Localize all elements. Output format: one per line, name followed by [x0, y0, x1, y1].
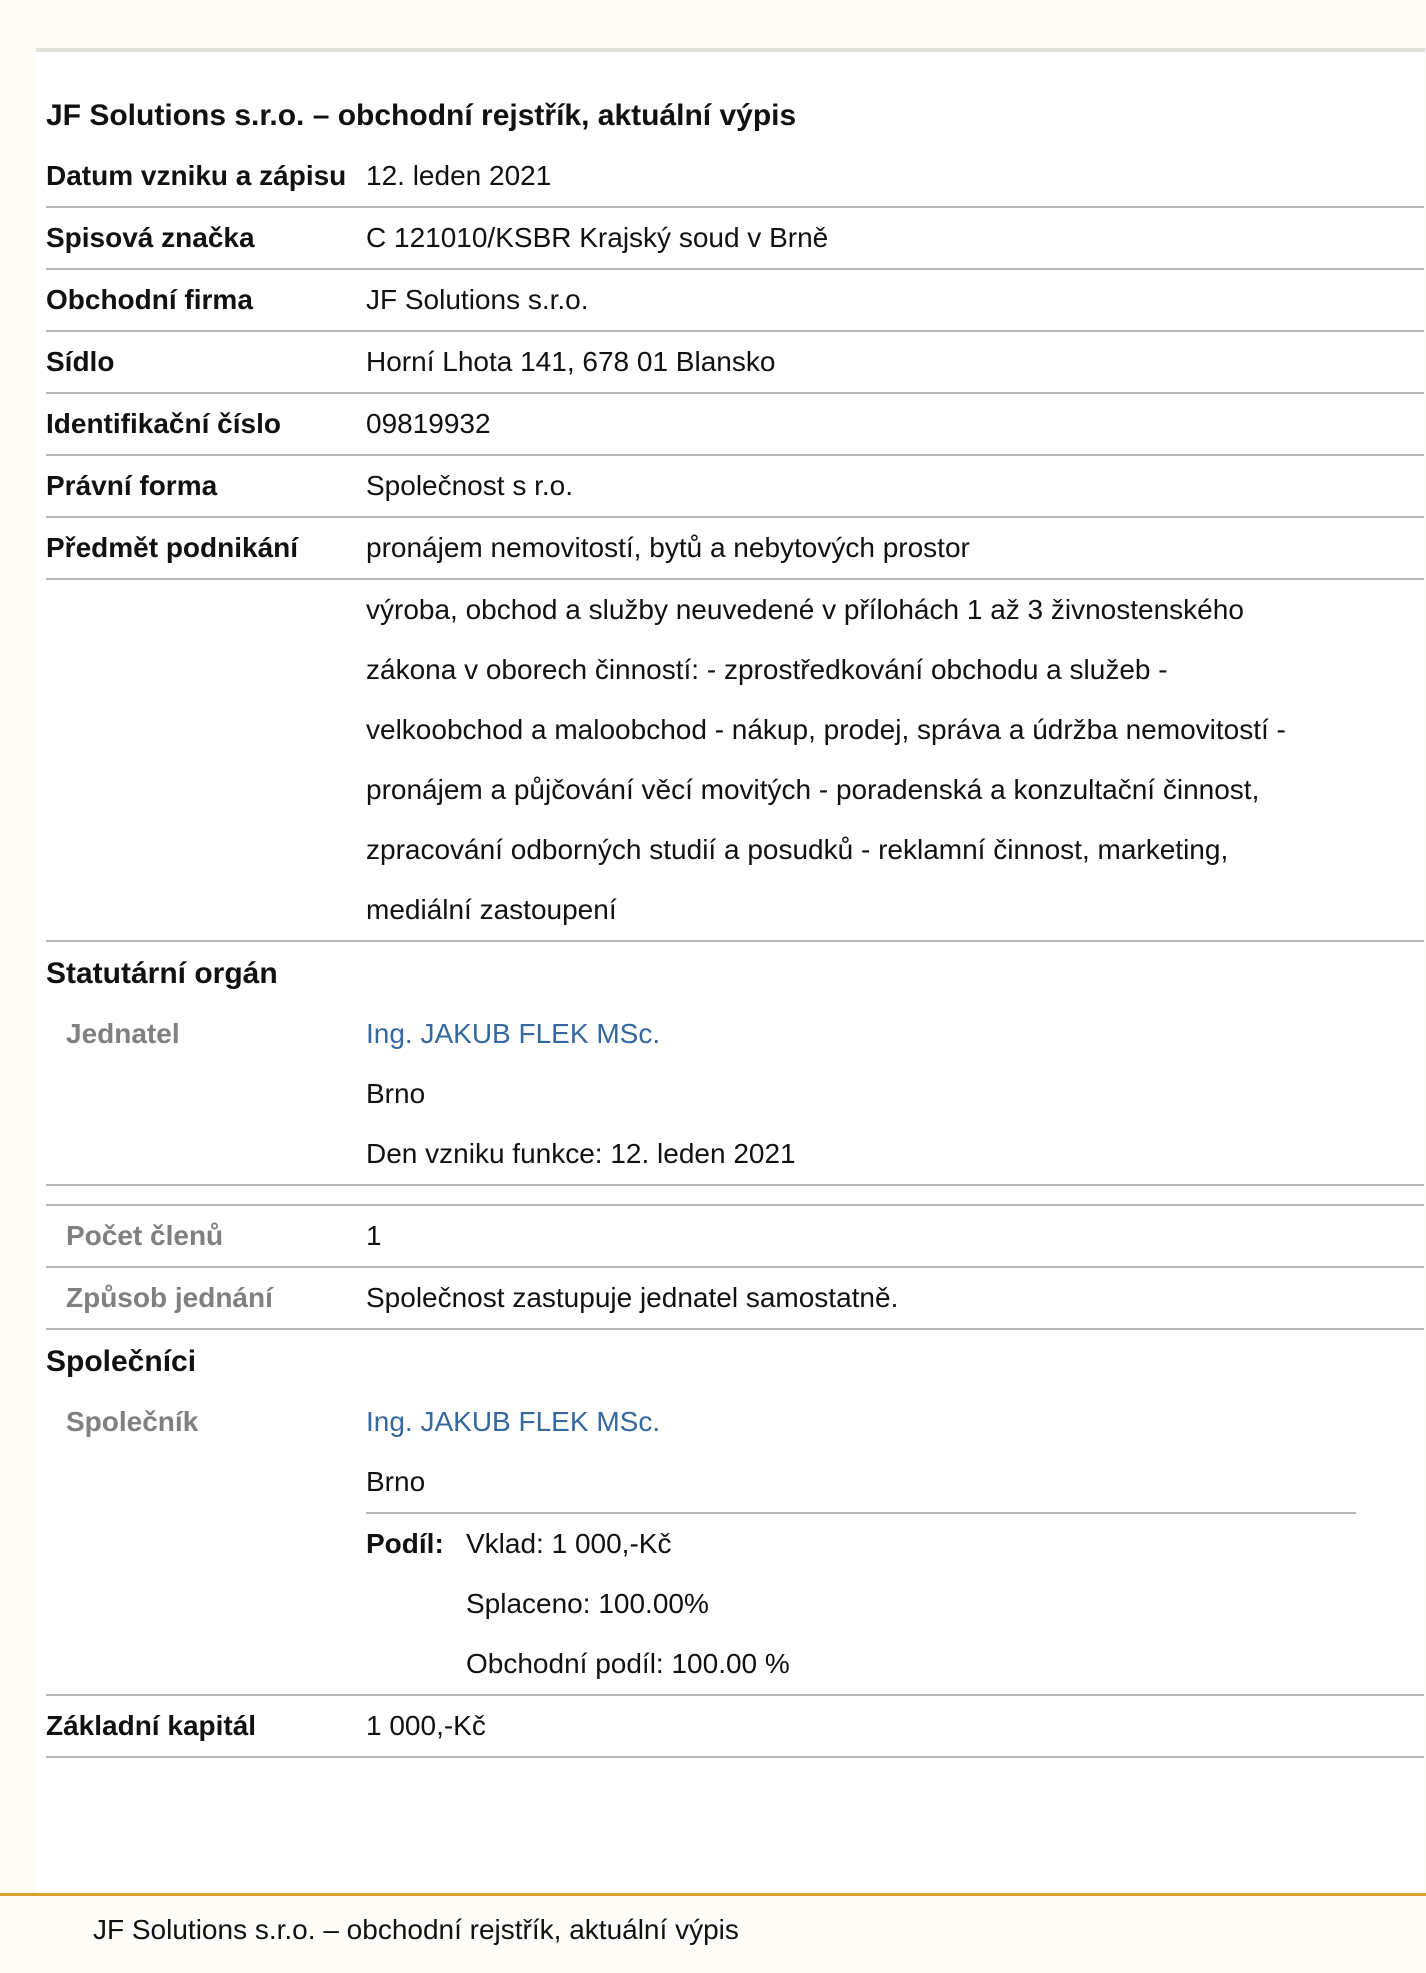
label-pocet-clenu: Počet členů: [46, 1205, 366, 1267]
table-row-pocet-clenu: [46, 1205, 1424, 1267]
value-spisova-znacka: C 121010/KSBR Krajský soud v Brně: [366, 207, 1424, 269]
spolecnik-city: Brno: [366, 1466, 426, 1497]
value-zakladni-kapital: 1 000,-Kč: [366, 1695, 1424, 1757]
podil-block: [366, 1512, 1356, 1694]
empty-label-cell: [46, 579, 366, 941]
section-heading-statutarni: Statutární orgán: [46, 957, 278, 990]
value-ico: 09819932: [366, 393, 1424, 455]
label-jednatel: Jednatel: [46, 1004, 366, 1185]
predmet-line: mediální zastoupení: [366, 894, 617, 925]
table-row-ico: [46, 393, 1424, 455]
label-predmet-podnikani: Předmět podnikání: [46, 517, 366, 579]
value-predmet-extra: [366, 579, 1424, 941]
label-ico: Identifikační číslo: [46, 393, 366, 455]
table-row-jednatel: [46, 1004, 1424, 1185]
table-row-zpusob-jednani: [46, 1267, 1424, 1329]
label-spolecnik: Společník: [46, 1392, 366, 1695]
table-row-pravni-forma: [46, 455, 1424, 517]
value-datum-vzniku: 12. leden 2021: [366, 146, 1424, 207]
podil-label: Podíl:: [366, 1528, 444, 1559]
value-sidlo: Horní Lhota 141, 678 01 Blansko: [366, 331, 1424, 393]
predmet-line: zákona v oborech činností: - zprostředkování obchodu a služeb -: [366, 654, 1168, 685]
value-pocet-clenu: 1: [366, 1205, 1424, 1267]
jednatel-city: Brno: [366, 1078, 426, 1109]
page-title: JF Solutions s.r.o. – obchodní rejstřík, aktuální výpis: [46, 99, 797, 132]
spolecnici-table: [46, 1392, 1424, 1758]
footer-title: JF Solutions s.r.o. – obchodní rejstřík, aktuální výpis: [93, 1914, 739, 1945]
statutarni-table: [46, 1004, 1424, 1330]
value-zpusob-jednani: Společnost zastupuje jednatel samostatně.: [366, 1267, 1424, 1329]
spacer-row: [46, 1185, 1424, 1205]
predmet-line: pronájem a půjčování věcí movitých - poradenská a konzultační činnost,: [366, 774, 1260, 805]
table-row-predmet: [46, 517, 1424, 579]
label-zpusob-jednani: Způsob jednání: [46, 1267, 366, 1329]
value-obchodni-firma: JF Solutions s.r.o.: [366, 269, 1424, 331]
value-predmet-podnikani: pronájem nemovitostí, bytů a nebytových prostor: [366, 517, 1424, 579]
table-row-predmet-extra: [46, 579, 1424, 941]
label-zakladni-kapital: Základní kapitál: [46, 1695, 366, 1757]
label-sidlo: Sídlo: [46, 331, 366, 393]
table-row-zakladni-kapital: [46, 1695, 1424, 1757]
table-row-obchodni-firma: [46, 269, 1424, 331]
label-datum-vzniku: Datum vzniku a zápisu: [46, 160, 347, 191]
predmet-line: výroba, obchod a služby neuvedené v přílohách 1 až 3 živnostenského: [366, 594, 1244, 625]
predmet-line: velkoobchod a maloobchod - nákup, prodej, správa a údržba nemovitostí -: [366, 714, 1286, 745]
row-label: [46, 146, 366, 207]
value-spolecnik: [366, 1392, 1424, 1695]
register-content: [46, 86, 1424, 1758]
company-info-table: [46, 146, 1424, 942]
podil-vklad: Vklad: 1 000,-Kč: [466, 1528, 672, 1559]
table-row-datum: [46, 146, 1424, 207]
person-link-spolecnik[interactable]: Ing. JAKUB FLEK MSc.: [366, 1406, 661, 1437]
label-obchodni-firma: Obchodní firma: [46, 269, 366, 331]
value-jednatel: [366, 1004, 1424, 1185]
table-row-spisova-znacka: [46, 207, 1424, 269]
register-sheet: [36, 48, 1425, 1894]
label-spisova-znacka: Spisová značka: [46, 207, 366, 269]
podil-splaceno: Splaceno: 100.00%: [466, 1588, 709, 1619]
section-heading-spolecnici: Společníci: [46, 1345, 197, 1378]
person-link-jednatel[interactable]: Ing. JAKUB FLEK MSc.: [366, 1018, 661, 1049]
podil-values: [466, 1514, 1356, 1694]
predmet-line: zpracování odborných studií a posudků - reklamní činnost, marketing,: [366, 834, 1229, 865]
table-row-spolecnik: [46, 1392, 1424, 1695]
podil-obchodni: Obchodní podíl: 100.00 %: [466, 1648, 790, 1679]
value-pravni-forma: Společnost s r.o.: [366, 455, 1424, 517]
table-row-sidlo: [46, 331, 1424, 393]
page-footer: [0, 1893, 1426, 1973]
label-pravni-forma: Právní forma: [46, 455, 366, 517]
jednatel-since: Den vzniku funkce: 12. leden 2021: [366, 1138, 796, 1169]
